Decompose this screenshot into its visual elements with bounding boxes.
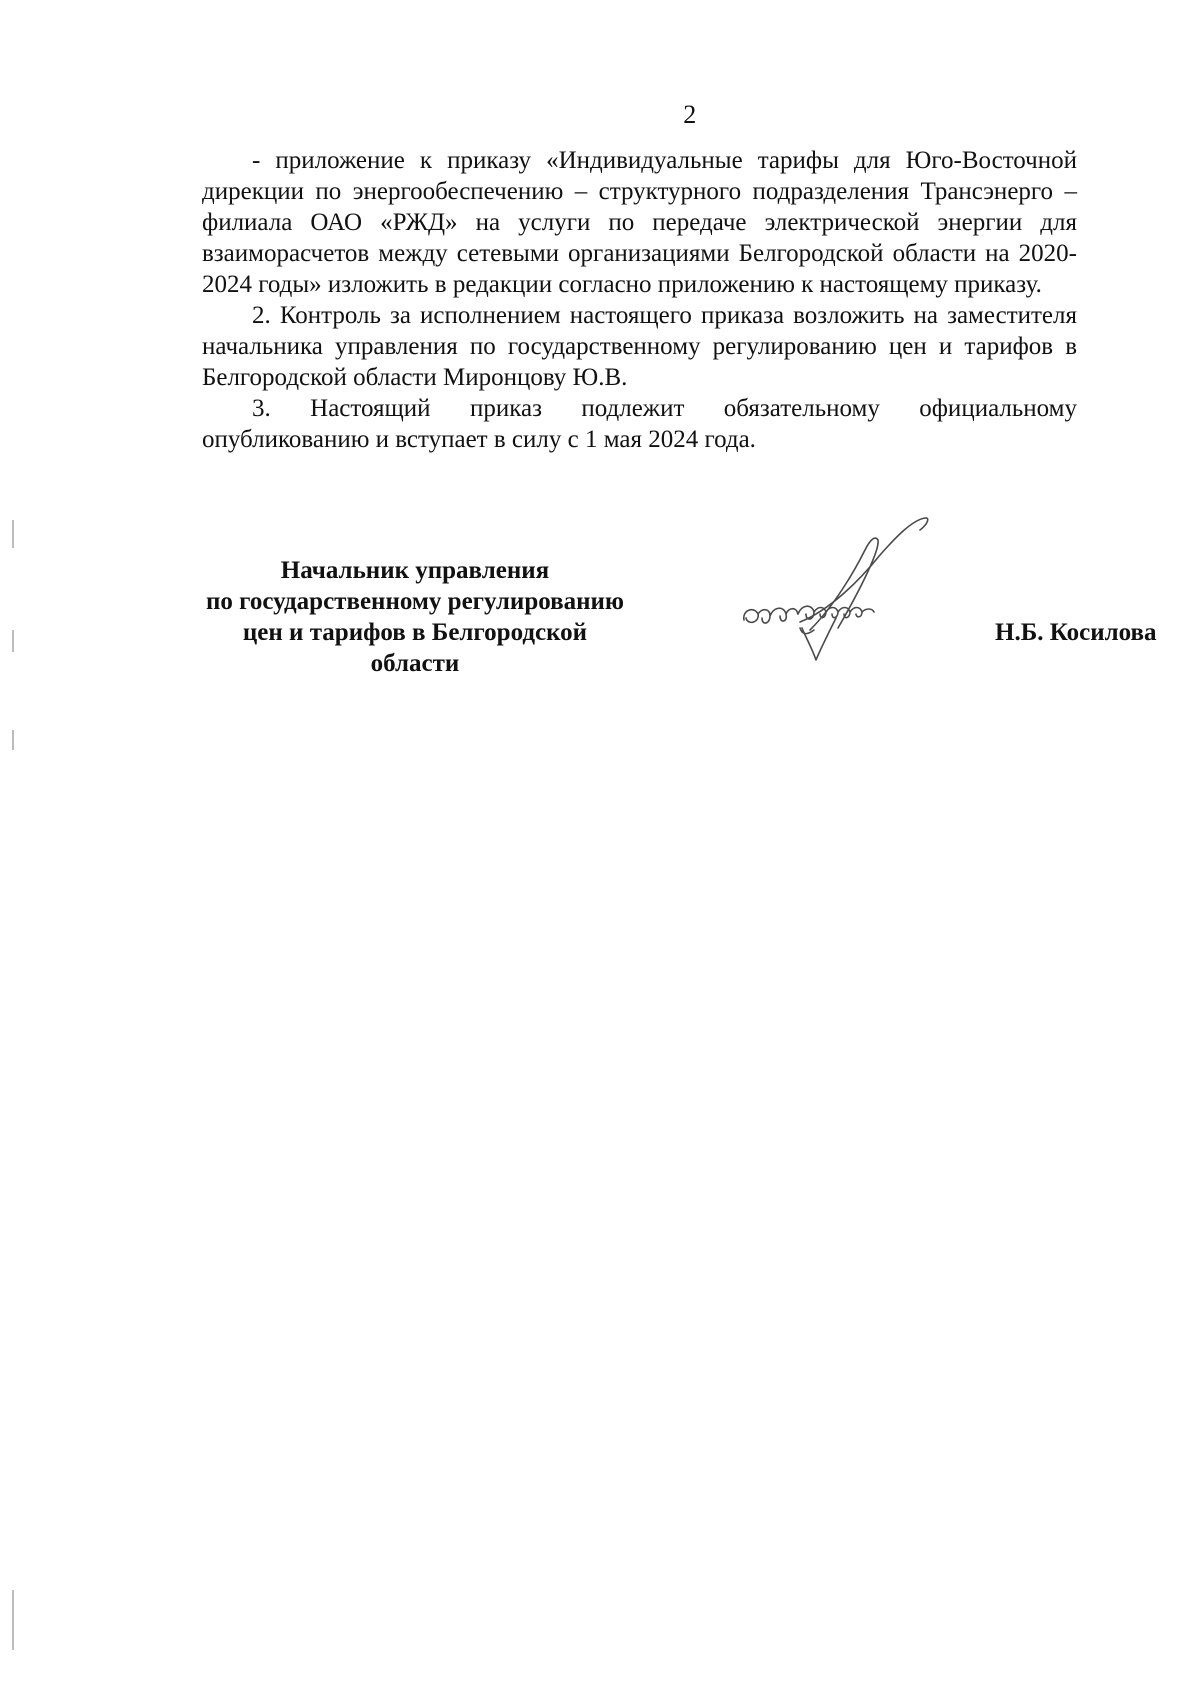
signer-title-line: цен и тарифов в Белгородской области xyxy=(242,619,588,677)
signer-name: Н.Б. Косилова xyxy=(995,619,1157,646)
handwritten-signature xyxy=(740,510,1020,675)
signer-title xyxy=(200,555,630,679)
paragraph-appendix: - приложение к приказу «Индивидуальные тарифы для Юго-Восточной дирекции по энергообеспечению – структурного подразделения Трансэнерго – филиала ОАО «РЖД» на услуги по передаче электрической энергии для взаиморасчетов между сетевыми организациями Белгородской области на 2020-2024 годы» изложить в редакции согласно приложению к настоящему приказу. xyxy=(202,147,1077,298)
signer-title-line: Начальник управления xyxy=(280,557,550,584)
signer-title-line: по государственному регулированию xyxy=(205,588,625,615)
paragraph-control: 2. Контроль за исполнением настоящего приказа возложить на заместителя начальника управления по государственному регулированию цен и тарифов в Белгородской области Миронцову Ю.В. xyxy=(202,302,1077,391)
paragraph-effective-date: 3. Настоящий приказ подлежит обязательному официальному опубликованию и вступает в силу с 1 мая 2024 года. xyxy=(202,395,1077,453)
scan-artifact xyxy=(12,730,14,750)
scan-artifact xyxy=(12,630,14,652)
document-body xyxy=(202,145,1077,455)
signature-block xyxy=(0,555,1200,695)
scan-artifact xyxy=(12,1590,14,1650)
page-number: 2 xyxy=(683,100,697,129)
scan-artifact xyxy=(12,520,14,548)
